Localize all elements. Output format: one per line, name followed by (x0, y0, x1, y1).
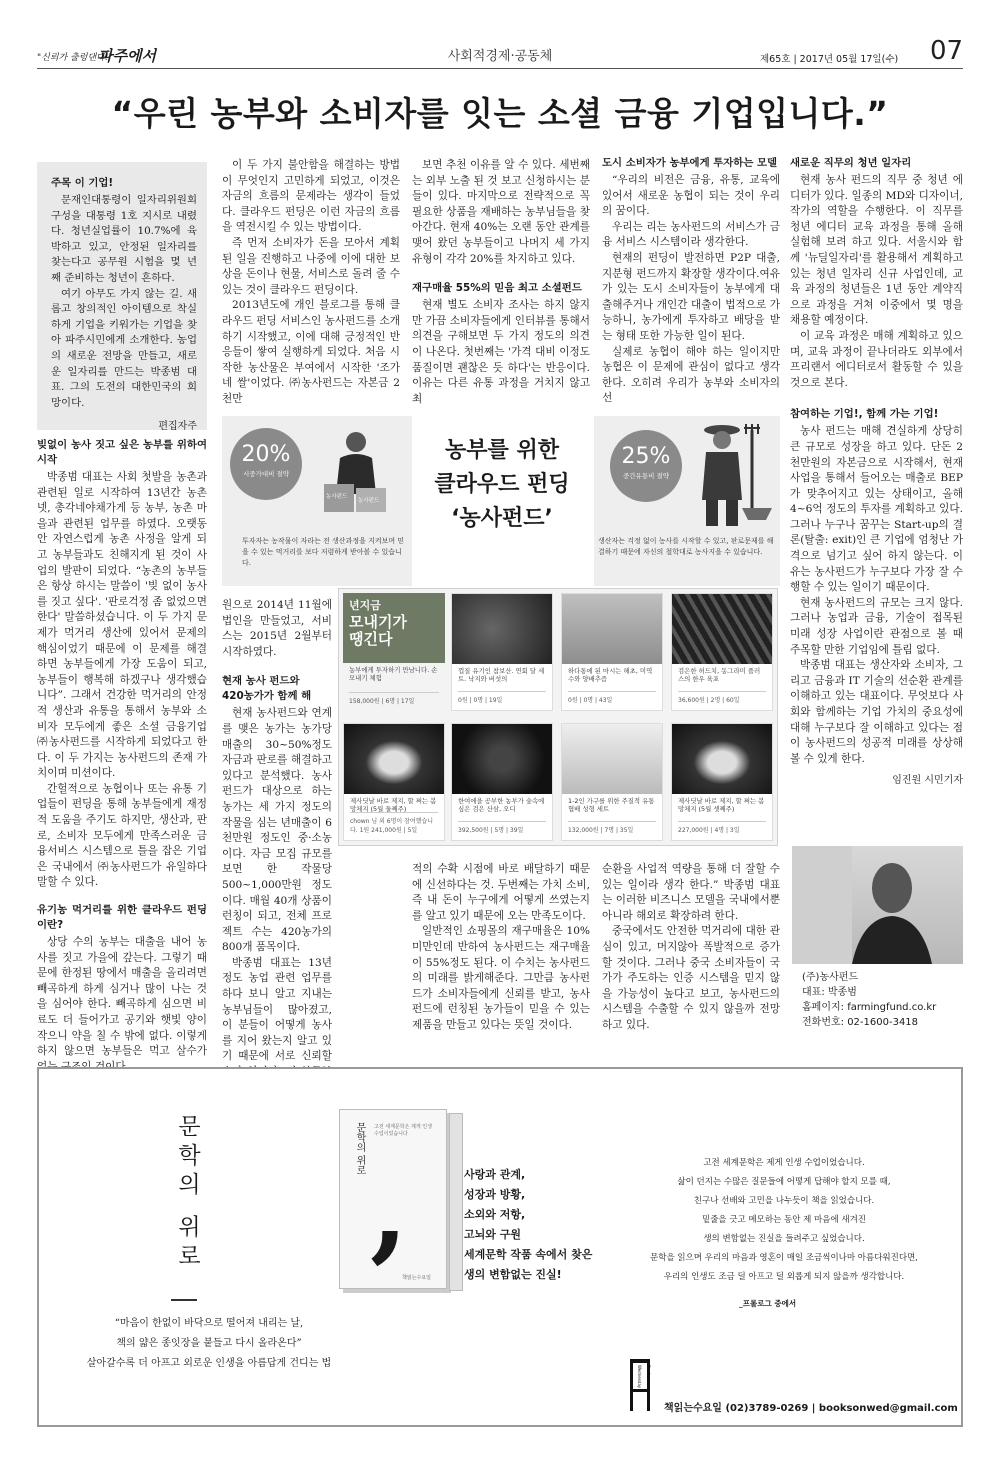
company-name: (주)농사펀드 (802, 972, 859, 983)
col2-upper (222, 158, 400, 410)
product-stats: 227,000원 | 4명 | 3일 (678, 821, 766, 834)
product-photo (452, 594, 552, 664)
product-card (561, 593, 663, 711)
banner-line: 모내기가 (349, 613, 407, 631)
product-card (451, 593, 553, 711)
col4-upper (602, 152, 780, 410)
product-caption: 제사딧날 바로 제지, 할 쩌는 봄망체지 (5월 셋째주) (678, 797, 765, 814)
col1-lower (37, 430, 207, 1058)
ad-quote (69, 1314, 349, 1374)
right-line: 우리의 인생도 조금 덜 아프고 덜 외롭게 되지 않을까 생각합니다. (663, 1272, 905, 1282)
issue-info: 제65호 | 2017년 05월 17일(수) (760, 54, 899, 65)
paragraph: 현재 농사펀드와 연계를 맺은 농가는 농가당 매출의 30~50%정도 자금과 판로를 해결하고 있다고 분석했다. 농사펀드가 대상으로 하는 농가는 세 가지 정도의 작물을 심는 년매출이 6천만원 정도인 중·소농이다. 자금 모집 규모를 보면 한 작물당 500~1,000만원 정도이다. 매월 40개 상품이 런칭이 되고, 전체 프로젝트 수는 420농가의 800개 품목이다. (222, 707, 332, 954)
middle-line: 사랑과 관계, (464, 1168, 526, 1181)
publisher-logo (629, 1359, 651, 1411)
subheading-line: 420농가가 함께 해 (222, 690, 312, 703)
subheading: 도시 소비자가 농부에게 투자하는 모델 (602, 157, 778, 169)
product-caption: 하다통에 된 마시는 해초, 미역수와 양배추즙 (568, 667, 653, 684)
paragraph: 이 교육 과정은 매해 계획하고 있으며, 교육 과정이 끝나더라도 외부에서 프리랜서 에디터로서 활동할 수 있을 것으로 본다. (790, 329, 963, 389)
percent-circle-right (610, 430, 682, 502)
product-caption: 한여에을 공부한 농부가 숲속에 심은 검은 산삼, 오디 (458, 797, 545, 814)
product-card (451, 723, 553, 841)
ad-vertical-title: 문학의 위로 (174, 1114, 200, 1273)
note-box (37, 162, 207, 433)
farmer-man-illustration (682, 420, 778, 530)
paragraph: 박종범 대표는 사회 첫발을 농촌과 관련된 일로 시작하여 13년간 농촌넷, 총각네야채가게 등 농부, 농촌 마을과 관련된 업무를 하였다. 오랫동안 자연스럽게 농촌 사정을 알게 되고 농부들과도 친해지게 된 것이 사업의 발판이 되었다. “농촌의 농부들은 항상 하시는 말씀이 '빚 없이 농사를 짓고 싶다'. '판로걱정 좀 없었으면 한다' 말씀하셨습니다. 이 두 가지 문제가 먹거리 생산에 있어서 문제의 핵심이었기 때문에 이 문제를 해결 하면 농부들에게 가장 도움이 되고, 농부들이 행복해 하겠구나 생각했습니다”. 그래서 건강한 먹거리의 안정적 생산과 유통을 통해서 농부와 소비자 모두에게 좋은 소셜 금융기업 ㈜농사펀드를 시작하게 되었다고 한다. 이 두 가지는 농사펀드의 존재 가치이며 미션이다. (37, 471, 207, 780)
portrait-photo (792, 846, 963, 964)
product-stats: 132,000원 | 7명 | 35일 (568, 821, 656, 834)
paragraph: 적의 수확 시점에 바로 배달하기 때문에 신선하다는 것. 두번째는 가치 소비, 즉 내 돈이 누구에게 어떻게 쓰였는지를 알고 있기 때문에 오는 만족도이다. (412, 863, 590, 922)
company-homepage: 홈페이지: farmingfund.co.kr (802, 1002, 937, 1013)
middle-line: 소외와 저항, (464, 1208, 526, 1221)
middle-line: 고뇌와 구원 (464, 1228, 521, 1241)
product-stats: 0원 | 0명 | 19일 (458, 691, 546, 704)
percent-label: 중간유통비 절약 (622, 472, 670, 480)
headline: “우린 농부와 소비자를 잇는 소셜 금융 기업입니다.” (111, 94, 889, 133)
subheading: 유기농 먹거리를 위한 클라우드 펀딩이란? (37, 904, 207, 932)
quote-line: “마음이 한없이 바닥으로 떨어져 내리는 날, (114, 1318, 304, 1329)
col5 (790, 152, 963, 812)
paragraph: 보면 추천 이유를 알 수 있다. 세번째는 외부 노출 된 것 보고 신청하시는 분들이 있다. 마지막으로 전략적으로 꼭 필요한 상품을 재배하는 농부님들을 찾아간다. 현재 40%는 오랜 동안 관계를 맺어 왔던 농부들이고 나머지 세 가지 유형이 각각 20%를 차지하고 있다. (412, 159, 590, 265)
middle-line: 세계문학 작품 속에서 찾은 (464, 1248, 593, 1261)
header-rule (37, 68, 963, 69)
middle-line: 성장과 방황, (464, 1188, 526, 1201)
paragraph: 일반적인 쇼핑몰의 재구매율은 10% 미만인데 반하여 농사펀드는 재구매율이 55%정도 된다. 이 수치는 농사펀드의 미래를 밝게해준다. 그만큼 농사펀드가 소비자들에게 신뢰를 받고, 농사펀드에 런칭된 농가들이 믿을 수 있는 제품을 만들고 있다는 뜻일 것이다. (412, 925, 590, 1031)
paragraph: 현재 별도 소비자 조사는 하지 않지만 가끔 소비자들에게 인터뷰를 통해서 의견을 구해보면 두 가지 정도의 의견이 나온다. 첫번째는 '가격 대비 이정도 품질이면 괜찮은 듯 하다'는 반응이다. 이유는 다른 유통 과정을 거치지 않고 최 (412, 299, 590, 405)
percent-circle-left (230, 428, 302, 500)
subheading: 재구매율 55%의 믿음 최고 소셜펀드 (412, 282, 582, 295)
farmer-woman-illustration (304, 424, 404, 524)
company-info (802, 970, 962, 1030)
percent-label: 시중가대비 절약 (242, 470, 290, 478)
product-caption: 검은한 허드치, 동그라미 플러스의 한우 육포 (678, 667, 761, 684)
product-stats: 0원 | 0명 | 43일 (568, 691, 656, 704)
paragraph: 2013년도에 개인 블로그를 통해 클라우드 펀딩 서비스인 농사펀드를 소개하기 시작했고, 이에 대해 긍정적인 반응들이 쌓여 실행하게 되었다. 처음 시작한 농산물은 부여에서 시작한 '조가네 쌀'이었다. ㈜농사펀드는 자본금 2천만 (222, 299, 400, 405)
person-silhouette-icon (792, 846, 963, 964)
infographic (222, 416, 780, 586)
paragraph: 우리는 리는 농사펀드의 서비스가 금융 서비스 시스템이라 생각한다. (602, 220, 780, 249)
product-card (671, 593, 773, 711)
paragraph: 현재의 펀딩이 발전하면 P2P 대출, 지분형 펀드까지 확장할 생각이다.여유가 있는 도시 소비자들이 농부에게 대출해주거나 개인간 대출이 법적으로 가능하니, 농가에게 투자하고 배당을 받는 형태 또한 가능한 일이 된다. (602, 251, 780, 342)
product-photo (672, 724, 772, 794)
right-line: 밑줄을 긋고 메모하는 동안 제 마음에 새겨진 (701, 1215, 866, 1225)
percent-value: 20% (241, 442, 291, 467)
paragraph: 간헐적으로 농협이나 또는 유통 기업들이 펀딩을 통해 농부들에게 재정적 도움을 주기도 하지만, 생산과, 판로, 소비자 모두에게 만족스러운 금융서비스 시스템으로 틀을 잡은 기업은 국내에서 ㈜농사펀드가 유일하다 말할 수 있다. (37, 782, 207, 889)
product-photo (672, 594, 772, 664)
logo-text: Books on Wednesday (637, 1365, 651, 1389)
product-stats: chown 님 외 6명이 참여했습니다. 1원 241,000원 | 5일 (350, 812, 438, 834)
paragraph: “우리의 비전은 금융, 유통, 교육에 있어서 새로운 농협이 되는 것이 우리의 꿈이다. (602, 174, 780, 218)
product-card (343, 723, 445, 841)
col4-lower (602, 862, 780, 1055)
right-line: 문학을 읽으며 우리의 마음과 영혼이 매일 조금씩이나마 아름다워진다면, (650, 1253, 918, 1263)
company-ceo: 대표: 박종범 (802, 987, 857, 998)
product-caption: 농부에게 투자하기 만남니다. 손 모내기 체험 (349, 666, 438, 683)
paragraph: 현재 농사펀드의 규모는 크지 않다. 그러나 농업과 금융, 기술이 접목된 미래 성장 사업이란 관점으로 볼 때 주목할 만한 기업임에 틀림 없다. (790, 596, 963, 656)
title-line: ‘농사펀드’ (451, 506, 553, 531)
product-stats: 392,500원 | 5명 | 39일 (458, 821, 546, 834)
col2-lower (222, 598, 332, 1063)
infographic-right-caption: 생산자는 걱정 없이 농사를 시작할 수 있고, 판로문제를 해결하기 때문에 자신의 철학대로 농사지을 수 있습니다. (598, 537, 774, 556)
book-subtitle: 고전 세계문학은 제게 인생 수업이었습니다 (374, 1124, 432, 1137)
book-cover (339, 1109, 447, 1289)
right-line: 친구나 선배와 고민을 나누듯이 책을 읽었습니다. (693, 1196, 875, 1206)
note-paragraph: 여기 아무도 가지 않는 길. 새롭고 창의적인 아이템으로 착실하게 기업을 키워가는 기업을 찾아 파주시민에게 소개한다. 농업의 새로운 전망을 만들고, 새로운 일자리를 만드는 박종범 대표. 그의 도전의 대한민국의 희망이다. (51, 287, 197, 409)
right-line: 삶이 던지는 수많은 질문들에 어떻게 답해야 할지 모를 때, (677, 1177, 891, 1187)
book-spine (449, 1113, 463, 1291)
paragraph: 박종범 대표는 생산자와 소비자, 그리고 금융과 IT 기술의 선순환 관계를 이해하고 있는 대표이다. 무엇보다 사회와 함께하는 기업 가치의 중요성에 대해 누구보다 잘 이해하고 있다는 점이 농사펀드의 성공적 미래를 상상해볼 수 있게 한다. (790, 659, 963, 765)
paragraph: 이 두 가지 불안함을 해결하는 방법이 무엇인지 고민하게 되었고, 이것은 자금의 흐름의 문제라는 생각이 들었다. 클라우드 펀딩은 이런 자금의 흐름을 역전시킬 수 있는 방법이다. (222, 159, 400, 234)
page-number: 07 (930, 36, 964, 66)
paragraph: 상당 수의 농부는 대출을 내어 농사를 짓고 가을에 갚는다. 그렇기 때문에 한정된 땅에서 매출을 올리려면 빼곡하게 하게 심거나 많이 나는 것을 심어야 한다. 빼곡하게 심으면 비료도 더 들어가고 공기와 햇빛 양이 작으니 약을 칠 수 밖에 없다. 이렇게 하지 않으면 농부들은 먹고 살수가 (37, 936, 207, 1058)
title-line: 클라우드 펀딩 (434, 472, 570, 497)
ad-title-underline (171, 1299, 197, 1301)
product-stats: 36,600원 | 2명 | 60일 (678, 691, 766, 704)
ad-right-signature: _프롤로그 중에서 (739, 1299, 797, 1308)
subheading-line: 현재 농사 펀드와 (222, 675, 300, 688)
product-card (561, 723, 663, 841)
product-caption: 껍질 유기인 참보산. 연회 달 세트. 낙지와 버섯의 (458, 667, 545, 684)
header-slogan: "신뢰가 출렁댄다!" (37, 53, 113, 63)
product-photo (562, 594, 662, 664)
ad-right-copy (629, 1154, 939, 1287)
product-card (671, 723, 773, 841)
comma-mark: , (370, 1145, 409, 1274)
subheading (222, 689, 332, 704)
banner-line: 땡긴다 (349, 630, 393, 648)
note-box-title: 주목 이 기업! (51, 177, 114, 189)
website-screenshot (338, 588, 778, 846)
col3-upper (412, 158, 590, 410)
ad-middle-copy (464, 1165, 639, 1285)
percent-value: 25% (621, 444, 671, 469)
subheading: 빚없이 농사 짓고 싶은 농부를 위하여 시작 (37, 439, 207, 466)
paragraph: 순환을 사업적 역량을 통해 더 잘할 수 있는 일이라 생각 한다.” 박종범 대표는 이러한 비즈니스 모델을 국내에서뿐 아니라 해외로 확장하려 한다. (602, 863, 780, 922)
product-caption: 제사딧날 바로 제지, 할 쩌는 봄망체지 (5월 둘째주) (350, 797, 437, 814)
byline: 임진원 시민기자 (892, 775, 963, 787)
product-card (343, 593, 445, 711)
subheading: 새로운 직무의 청년 일자리 (790, 157, 912, 169)
note-paragraph: 문재인대통령이 일자리위원회 구성을 대통령 1호 지시로 내렸다. 청년실업률이 10.7%에 육박하고 있고, 안정된 일자리를 찾는다고 공무원 시험을 몇 년 째 준비하는 청년이 흔하다. (51, 194, 197, 284)
note-signature: 편집자주 (158, 421, 197, 433)
company-phone: 전화번호: 02-1600-3418 (802, 1017, 919, 1028)
header-brand: 파주에서 (98, 47, 156, 65)
right-line: 고전 세계문학은 제게 인생 수업이었습니다. (703, 1158, 865, 1168)
note-box-body (51, 193, 197, 411)
product-photo (452, 724, 552, 794)
infographic-title (412, 434, 592, 536)
product-stats: 158,000원 | 6명 | 17일 (349, 692, 439, 705)
section-title: 사회적경제·공동체 (447, 49, 553, 64)
box-label: 농사펀드 (326, 494, 348, 500)
quote-line: 책의 얇은 종잇장을 붙들고 다시 올라온다” (116, 1338, 302, 1349)
product-caption: 1-2인 가구를 위한 주질적 유통 협배 성형 세트 (568, 797, 655, 814)
paragraph: 원으로 2014년 11월에 법인을 만들었고, 서비스는 2015년 2월부터 시작하였다. (222, 599, 332, 658)
product-photo (344, 724, 444, 794)
paragraph: 중국에서도 안전한 먹거리에 대한 관심이 있고, 머지않아 폭발적으로 증가할 것이다. 그러나 중국 소비자들이 국가가 주도하는 인증 시스템을 믿지 않을 가능성이 높다고 보고, 농사펀드의 시스템을 수출할 수 있지 않을까 전망하고 있다. (602, 925, 780, 1031)
product-photo (562, 724, 662, 794)
paragraph: 현재 농사 펀드의 직무 중 청년 에디터가 있다. 일종의 MD와 디자이너, 작가의 역할을 수행한다. 이 직무를 청년 에디터 교육 과정을 통해 올해 실험해 보려 하고 있다. 서울시와 함께 '뉴딜일자리'를 활용해서 계획하고 있는 청년 일자리 신규 사업인데, 교육 과정의 청년들은 1년 동안 계약직으로 과정을 거쳐 이중에서 몇 명을 채용할 예정이다. (790, 174, 963, 327)
middle-line: 생의 변함없는 진실! (464, 1268, 562, 1281)
quote-line: 살아갈수록 더 아프고 외로운 인생을 아름답게 건디는 법 (86, 1358, 332, 1369)
infographic-left (222, 416, 412, 586)
subheading: 참여하는 기업!, 함께 가는 기업! (790, 408, 939, 421)
box-label: 농사펀드 (358, 498, 380, 504)
paragraph: 박종범 대표는 13년 정도 농업 관련 업무를 하다 보니 알고 지내는 농부님들이 많아졌고, 이 분들이 어떻게 농사를 지어 왔는지 알고 있기 때문에 서로 신뢰할 (222, 956, 332, 1063)
paragraph: 즉 먼저 소비자가 돈을 모아서 계획된 일을 진행하고 나중에 이에 대한 보상을 돈이나 현물, 서비스로 돌려 줄 수 있는 것이 클라우드 펀딩이다. (222, 236, 400, 296)
publisher-contact: 책읽는수요일 (02)3789-0269 | booksonwed@gmail.com (664, 1403, 958, 1414)
subheading (222, 674, 332, 689)
book-publisher: 책읽는수요일 (402, 1275, 431, 1281)
title-line: 농부를 위한 (445, 438, 559, 463)
banner-line: 년지금 (349, 599, 381, 612)
ad-banner (37, 1067, 963, 1427)
book-title: 문학의 위로 (354, 1122, 365, 1176)
right-line: 생의 변함없는 진실을 들려주고 싶었습니다. (703, 1234, 865, 1244)
infographic-left-caption: 투자자는 농작물이 자라는 전 생산과정을 지켜보며 믿을 수 있는 먹거리를 보다 저렴하게 받아볼 수 있습니다. (242, 537, 405, 567)
paragraph: 농사 펀드는 매해 견실하게 상당히 큰 규모로 성장을 하고 있다. 단돈 2천만원의 자본금으로 시작해서, 현재 사업을 통해서 들어오는 매출로 BEP가 맞추어지고 있는 상태이고, 올해 4~6억 정도의 투자를 계획하고 있다. 그러나 누구나 꿈꾸는 Start-up의 결론(탈출: exit)인 큰 기업에 엄청난 가격으로 넘기고 싶어 하지 않는다. 이유는 농사펀드가 누구보다 가장 잘 수행할 수 있는 일이기 때문이다. (790, 425, 963, 594)
paragraph: 실제로 농협이 해야 하는 일이지만 농협은 이 문제에 관심이 없다고 생각한다. 오히려 우리가 농부와 소비자의 선 (602, 345, 780, 405)
col3-lower (412, 862, 590, 1055)
infographic-right (594, 416, 780, 586)
